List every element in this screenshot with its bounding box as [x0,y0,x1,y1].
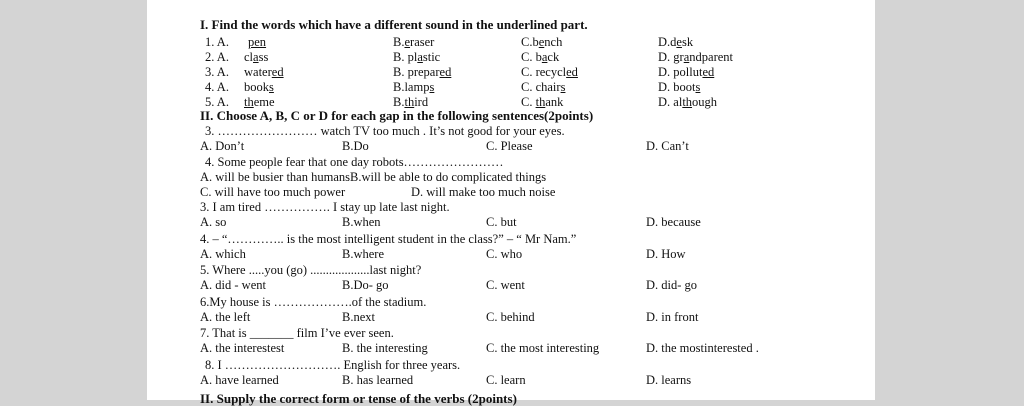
option-d: D. polluted [658,65,715,79]
answer-option: C. but [486,215,517,229]
answer-option: C. will have too much power [200,185,346,199]
option-c: C. recycled [521,65,578,79]
section1-heading: I. Find the words which have a different sound in the underlined part. [200,17,588,32]
question-text: 3. …………………… watch TV too much . It’s not good for your eyes. [205,124,565,138]
row-number: 1. A. [205,35,229,49]
question-text: 6.My house is ……………….of the stadium. [200,294,427,309]
answer-option: B.Do [342,139,369,153]
answer-option: D. Can’t [646,139,689,153]
answer-option: D. will make too much noise [411,185,556,199]
answer-option: C. learn [486,372,526,387]
option-b: B.eraser [393,35,435,49]
option-c: C. thank [521,95,564,109]
answer-option: D. How [646,246,686,261]
answer-option: A. so [200,215,227,229]
option-d: D. boots [658,80,701,94]
option-a [248,35,266,49]
question-text: 7. That is _______ film I’ve ever seen. [200,326,394,340]
section2-heading: II. Choose A, B, C or D for each gap in the following sentences(2points) [200,108,594,123]
answer-option: D. in front [646,309,699,324]
section3-heading: II. Supply the correct form or tense of the verbs (2points) [200,391,517,406]
answer-option: A. did - went [200,278,266,292]
row-number: 5. A. [205,95,229,109]
answer-option: D. because [646,215,701,229]
underlined-part: th [682,95,693,109]
answer-option: C. went [486,278,525,292]
answer-option: D. learns [646,372,692,387]
question-text: 4. – “………….. is the most intelligent student in the class?” – “ Mr Nam.” [200,231,577,246]
underlined-part: s [429,80,435,94]
row-number: 3. A. [205,65,229,79]
answer-option: C. behind [486,309,535,324]
answer-option: D. did- go [646,278,698,292]
underlined-part: ed [439,65,452,79]
underlined-part: s [560,80,566,94]
answer-option: B.when [342,215,381,229]
answer-option: A. which [200,246,246,261]
option-b: B.third [393,95,429,109]
option-d: D.desk [658,35,694,49]
option-b: B.lamps [393,80,435,94]
underlined-part: th [244,95,254,109]
answer-option: B. has learned [342,372,414,387]
option-c: C. back [521,50,560,64]
underlined-part: e [538,35,545,49]
question-text: 3. I am tired ……………. I stay up late last night. [200,200,450,214]
row-number: 4. A. [205,80,229,94]
answer-option: A. the left [200,309,251,324]
answer-option: B. the interesting [342,341,428,355]
question-text: 4. Some people fear that one day robots…………………… [205,155,504,169]
document-page [147,0,875,406]
option-a: class [244,50,269,64]
answer-option: B.next [342,309,375,324]
answer-option: B.where [342,246,384,261]
underlined-part: ed [566,65,578,79]
answer-option: A. will be busier than humansB.will be able to do complicated things [200,170,547,184]
answer-option: C. Please [486,139,533,153]
option-b: B. plastic [393,50,441,64]
answer-option: D. the mostinterested . [646,341,759,355]
question-text: 8. I ………………………. English for three years. [205,357,461,372]
option-a: watered [244,65,284,79]
underlined-part: th [535,95,546,109]
option-a: books [244,80,274,94]
underlined-part: ed [702,65,715,79]
option-b: B. prepared [393,65,452,79]
row-number: 2. A. [205,50,229,64]
underlined-part: a [541,50,548,64]
underlined-part: e [676,35,682,49]
answer-option: C. who [486,246,523,261]
underlined-part: a [253,50,259,64]
option-c: C.bench [521,35,563,49]
underlined-part: a [683,50,690,64]
option-c: C. chairs [521,80,566,94]
option-a: theme [244,95,275,109]
answer-option: A. have learned [200,372,279,387]
underlined-part: a [417,50,423,64]
answer-option: C. the most interesting [486,341,600,355]
answer-option: A. Don’t [200,139,245,153]
option-d: D. grandparent [658,50,733,64]
underlined-part: s [695,80,701,94]
answer-option: A. the interestest [200,341,285,355]
underlined-part: th [404,95,415,109]
underlined-part: pen [248,35,267,49]
underlined-part: s [269,80,274,94]
answer-option: B.Do- go [342,278,389,292]
question-text: 5. Where .....you (go) ...................last night? [200,263,422,277]
option-d: D. although [658,95,718,109]
underlined-part: e [404,35,411,49]
underlined-part: ed [271,65,284,79]
